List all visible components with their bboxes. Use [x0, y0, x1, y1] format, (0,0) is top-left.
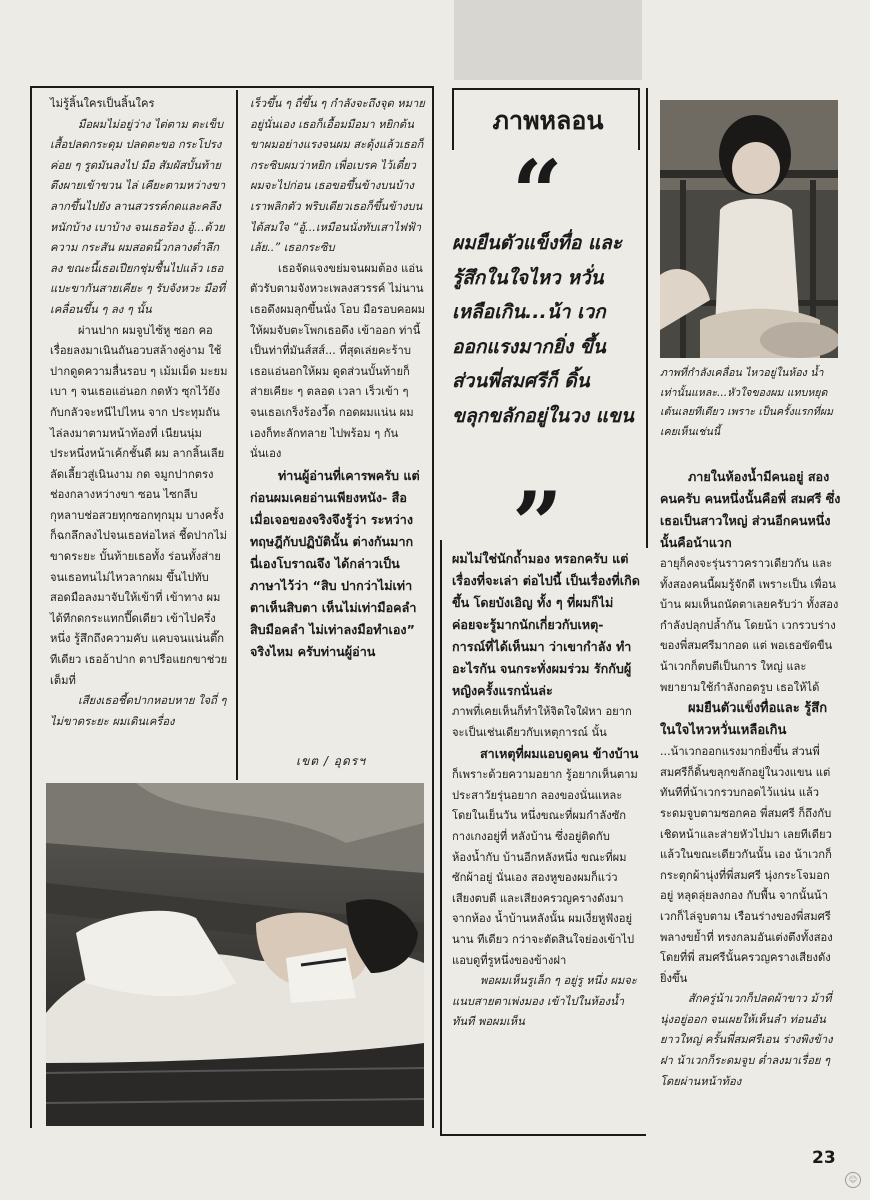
article-title: ภาพหลอน [492, 106, 604, 135]
title-tab-background [454, 0, 642, 80]
column-2 [250, 94, 426, 663]
pull-quote: ผมยืนตัวแข็งทื่อ และรู้สึกในใจไหว หวั่นเหลือเกิน...น้า เวกออกแรงมากยิ่ง ขึ้น ส่วนพี่สมศรีก็ ดิ้นขลุกขลักอยู่ในวง แขน [452, 232, 634, 427]
col1-paragraph: ผ่านปาก ผมจูบไซ้หู ซอก คอเรื่อยลงมาเนินถันอวบสล้างคู่งาม ใช้ปากดูดความลื่นรอบ ๆ เม้มเม็ด มะยมเบา ๆ จนเธอแอ่นอก กดหัว ซุกไว้ยังกับกลัวจะหนีไปไหน จาก ประทุมถันไล่ลงมาตามหน้าท้องที่ เนียนนุ่มประหนึ่งหน้าเค้กชั้นดี ผม ลากลิ้นเลียลัดเลี้ยวสู่เนินงาม กด จมูกปากตรงช่องกลางหว่างขา ซอน ไซกลีบกุหลาบช่อสวยทุกซอกทุกมุม บางครั้งก็ฉกลึกลงไปจนเธอห่อไหล่ ชี้ดปากไม่ขาดระยะ บั้นท้ายเธอทั้ง ร่อนทั้งส่ายจนเธอทนไม่ไหวลากผม ขึ้นไปทับ สอดมือลงมาจับให้เข้าที่ เข้าทาง ผมได้ทีกดกระแทกปี๊ดเดียว เข้าไปครึ่งหนึ่ง รู้สึกถึงความคับ แคบจนแน่นตึ๊กทีเดียว เธออ้าปาก ตาปรือแยกขาช่วยเต็มที่ [50, 323, 228, 687]
byline: เขต / อุดรฯ [296, 754, 366, 768]
col4-paragraph: ...น้าเวกออกแรงมากยิ่งขึ้น ส่วนพี่ สมศรีก็ดิ้นขลุกขลักอยู่ในวงแขน แต่ทันทีที่น้าเวกรวบกอดไว้แน่น แล้วระดมจูบตามซอกคอ พี่สมศรี ก็ถึงกับเชิดหน้าและส่ายหัวไปมา เลยทีเดียว แล้วในขณะเดียวกันนั้น เอง น้าเวกก็กระตุกผ้านุ่งที่พี่สมศรี นุ่งกระโจมอกอยู่ หลุดลุ่ยลงกอง กับพื้น จากนั้นน้าเวกก็ไล่จูบตาม เรือนร่างของพี่สมศรี พลางขย้ำที่ ทรงกลมอันเต่งตึงทั้งสอง โดยที่พี่ สมศรีนั้นครวญครางเสียงดังยิ่งขึ้น [660, 745, 833, 985]
col3-paragraph: ก็เพราะด้วยความอยาก รู้อยากเห็นตามประสาวัยรุ่นอยาก ลองของนั่นแหละ โดยในเย็นวัน หนึ่งขณะที่ผมกำลังซักกางเกงอยู่ที่ หลังบ้าน ซึ่งอยู่ติดกับห้องน้ำกับ บ้านอีกหลังหนึ่ง ขณะที่ผมซักผ้าอยู่ นั่นเอง สองหูของผมก็แว่วเสียงตบตี และเสียงครวญครางดังมาจากห้อง น้ำบ้านหลังนั้น ผมเงี่ยหูฟังอยู่นาน ทีเดียว กว่าจะตัดสินใจย่องเข้าไป แอบดูที่รูหนึ่งของข้างฝา [452, 768, 638, 967]
col2-paragraph: เธอจัดแจงขย่มจนผมต้อง แอ่นตัวรับตามจังหวะเพลงสวรรค์ ไม่นานเธอดึงผมลุกขึ้นนั่ง โอบ มือรอบคอผมให้ผมจับตะโพกเธอดึง เข้าออก ท่านี้เป็นท่าที่มันส์สส์... ที่สุดเล่ยคะร้าบ เธอแอ่นอกให้ผม ดูดส่วนบั้นท้ายก็ส่ายเคียะ ๆ ตลอด เวลา เร็วเข้า ๆ จนเธอเกร็งร้องวี้ด กอดผมแน่น ผมเองก็ทะลักทลาย ไปพร้อม ๆ กันนั่นเอง [250, 261, 426, 461]
column-1 [50, 94, 228, 732]
col4-paragraph: สักครู่น้าเวกก็ปลดผ้าขาว ม้าที่นุ่งอยู่ออก จนเผยให้เห็นลำ ท่อนอันยาวใหญ่ ครั้นพี่สมศรีเอน ร่างพิงข้างฝา น้าเวกก็ระดมจูบ ต่ำลงมาเรื่อย ๆ โดยผ่านหน้าท้อง [660, 992, 833, 1088]
page-number: 23 [812, 1148, 836, 1168]
col2-paragraph: ท่านผู้อ่านที่เคารพครับ แต่ก่อนผมเคยอ่านเพียงหนัง- สือ เมื่อเจอของจริงจึงรู้ว่า ระหว่างทฤษฎีกับปฏิบัตินั้น ต่างกันมาก นี่เองโบราณจึง ได้กล่าวเป็นภาษาไว้ว่า “สิบ ปากว่าไม่เท่าตาเห็นสิบตา เห็นไม่เท่ามือคลำ สิบมือคลำ ไม่เท่าลงมือทำเอง” จริงไหม ครับท่านผู้อ่าน [250, 467, 420, 659]
right-top-rule [646, 88, 648, 548]
photo-lying-girl [46, 783, 424, 1126]
col2-paragraph: เร็วขึ้น ๆ ถี่ขึ้น ๆ กำลังจะถึงจุด หมายอยู่นั่นเอง เธอก็เอื้อมมือมา หยิกต้นขาผมอย่างแรงจนผม สะดุ้งแล้วเธอก็กระซิบผมว่าหยิก เพื่อเบรค ไว้เดี๋ยวผมจะไปก่อน เธอขอขึ้นข้างบนบ้าง เราพลิกตัว พริบเดียวเธอก็ขึ้นข้างบนได้สมใจ “อู้...เหมือนนั่งทับเสาไฟฟ้าเล้ย..” เธอกระซิบ [250, 97, 425, 255]
col3-paragraph: ผมไม่ใช่นักถ้ำมอง หรอกครับ แต่เรื่องที่จะเล่า ต่อไปนี้ เป็นเรื่องที่เกิดขึ้น โดยบังเอิญ ทั้ง ๆ ที่ผมก็ไม่ ค่อยจะรู้มากนักเกี่ยวกับเหตุ- การณ์ที่ได้เห็นมา ว่าเขากำลัง ทำอะไรกัน จนกระทั่งผมร่วม รักกับผู้หญิงครั้งแรกนั่นล่ะ [452, 551, 640, 698]
open-quote-mark: “ [512, 140, 563, 244]
photo-lying-girl-image [46, 783, 424, 1126]
col3-paragraph: ภาพที่เคยเห็นก็ทำให้จิตใจใฝ่หา อยากจะเป็นเช่นเดียวกับเหตุการณ์ นั้น [452, 705, 632, 739]
col1-paragraph: ไม่รู้ลิ้นใครเป็นลิ้นใคร [50, 97, 155, 110]
column-divider-1 [236, 90, 238, 780]
column-4 [660, 466, 842, 1092]
photo-girl-portrait [660, 100, 838, 358]
col4-paragraph: ภายในห้องน้ำมีคนอยู่ สองคนครับ คนหนึ่งนั้นคือพี่ สมศรี ซึ่งเธอเป็นสาวใหญ่ ส่วนอีกคนหนึ่งนั้นคือน้าแวก [660, 469, 841, 550]
col4-paragraph: อายุก็คงจะรุ่นราวคราวเดียวกัน และ ทั้งสองคนนี้ผมรู้จักดี เพราะเป็น เพื่อนบ้าน ผมเห็นถนัดตาเลยครับว่า ทั้งสองกำลังปลุกปล้ำกัน โดยน้า เวกรวบร่างของพี่สมศรีมากอด แต่ พอเธอขัดขืนน้าเวกก็ตบตีเป็นการ ใหญ่ และพยายามใช้กำลังกอดรูบ เธอให้ได้ [660, 557, 839, 694]
col4-paragraph: ผมยืนตัวแข็งทื่อและ รู้สึกในใจไหวหวั่นเหลือเกิน [660, 701, 828, 739]
col3-paragraph: พอผมเห็นรูเล็ก ๆ อยู่รู หนึ่ง ผมจะแนบสายตาเพ่งมอง เข้าไปในห้องน้ำทันที พอผมเห็น [452, 974, 637, 1029]
col3-paragraph: สาเหตุที่ผมแอบดูคน ข้างบ้าน [480, 746, 639, 762]
center-left-rule [452, 88, 454, 148]
photo-caption: ภาพที่กำลังเคลื่อน ไหวอยู่ในห้อง น้ำเท่านั้นแหละ...หัวใจของผม แทบหยุดเต้นเลยทีเดียว เพราะ เป็นครั้งแรกที่ผมเคยเห็นเช่นนี้ [660, 367, 834, 438]
center-lower-frame [440, 540, 646, 1136]
close-quote-mark: ” [512, 472, 563, 576]
col1-paragraph: มือผมไม่อยู่ว่าง ไต่ตาม ตะเข็บเสื้อปลดกระดุม ปลดตะขอ กระโปรงค่อย ๆ รูดมันลงไป มือ สัมผัสบั้นท้ายตึงผายเข้าขวน ไล่ เคียะตามหว่างขาลากขึ้นไปยัง ลานสวรรค์กดและคลึงหนักบ้าง เบาบ้าง จนเธอร้อง อู้...ด้วยความ กระสัน ผมสอดนิ้วกลางต่ำลึกลง ขณะนี้เธอเปียกชุ่มชื้นไปแล้ว เธอ แบะขากันสายเคียะ ๆ รับจังหวะ มือที่เคลื่อนขึ้น ๆ ลง ๆ นั้น [50, 117, 226, 316]
col1-paragraph: เสียงเธอชี้ดปากหอบหาย ใจถี่ ๆ ไม่ขาดระยะ ผมเดินเครื่อง [50, 694, 227, 728]
photo-girl-portrait-image [660, 100, 838, 358]
watermark-logo: ☺ [845, 1172, 861, 1188]
